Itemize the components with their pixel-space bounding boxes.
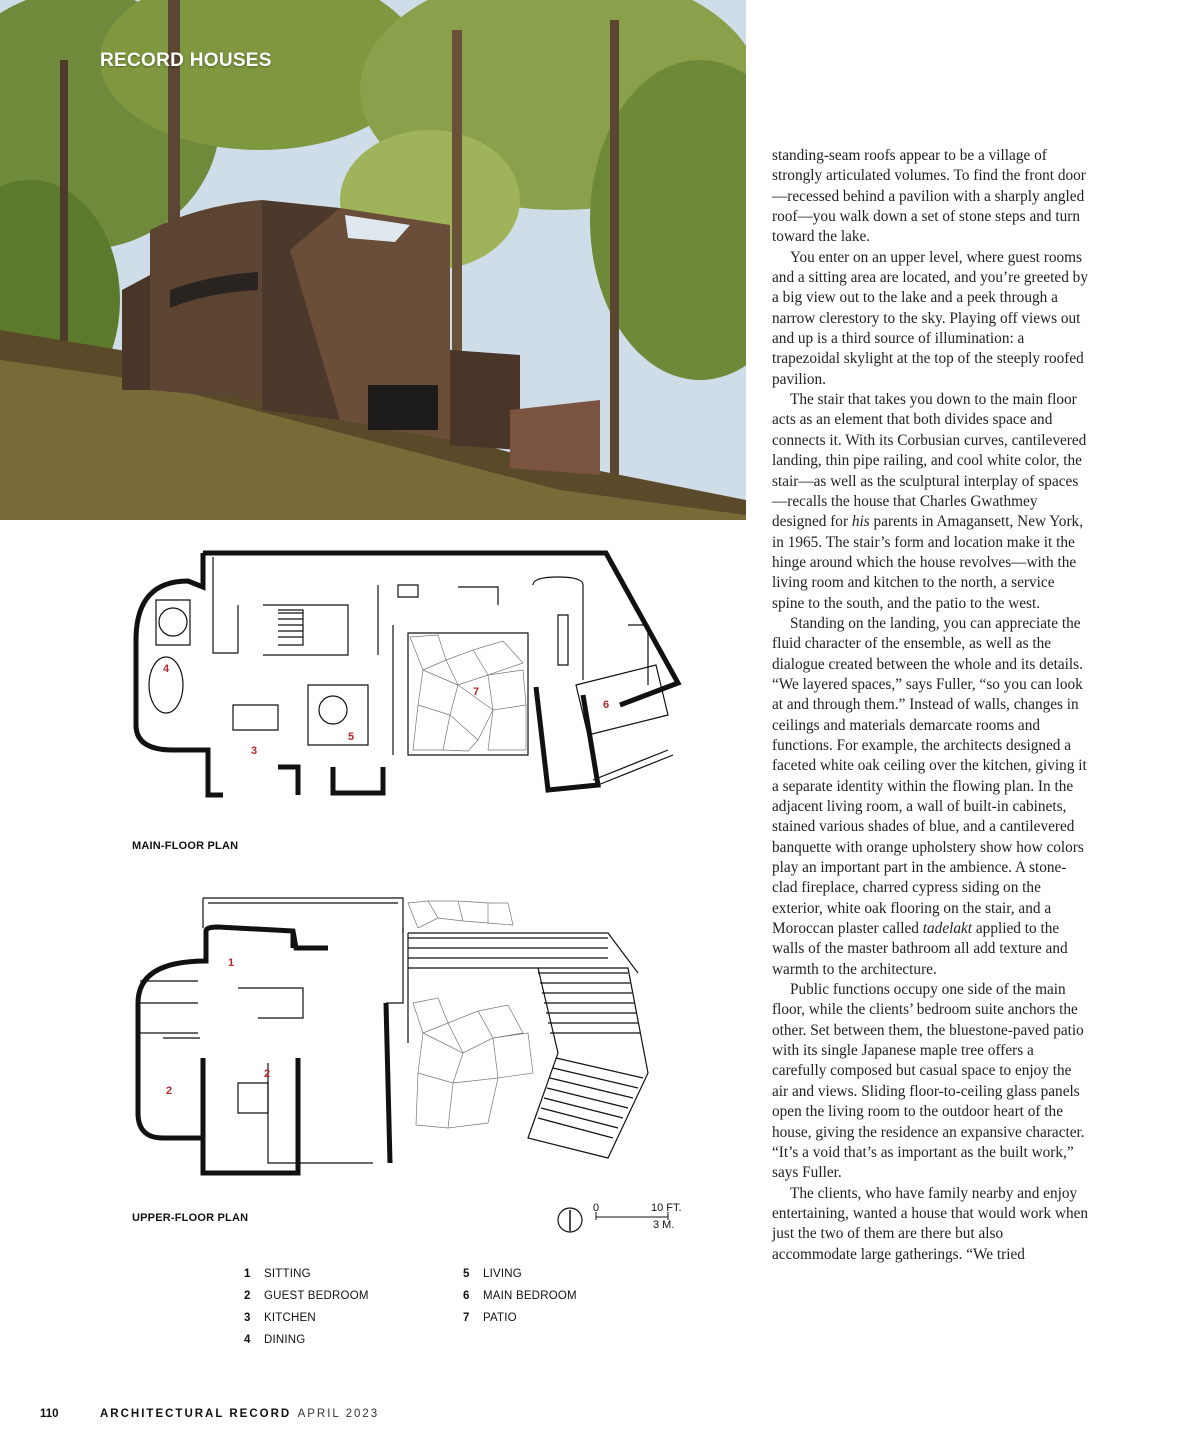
main-room-label: 5	[348, 731, 355, 743]
house-photo	[0, 0, 746, 520]
paragraph: Standing on the landing, you can appreciate the fluid character of the ensemble, as well as the dialogue created between the whole and its details. “We layered spaces,” says Fuller, “so you can look at and through them.” Instead of walls, changes in ceilings and materials demarcate rooms and functions. For example, the architects designed a faceted white oak ceiling over the kitchen, giving it a separate identity within the flowing plan. In the adjacent living room, a wall of built-in cabinets, stained various shades of blue, and a cantilevered banquette with orange upholstery show how colors play an important part in the ambience. A stone-clad fireplace, charred cypress siding on the exterior, white oak flooring on the stair, and a Moroccan plaster called tadelakt applied to the walls of the master bathroom all add texture and warmth to the architecture.	[772, 614, 1087, 978]
upper-floor-plan	[128, 893, 688, 1183]
main-room-label: 6	[603, 699, 610, 711]
main-floor-plan	[128, 545, 688, 805]
footer-credit: ARCHITECTURAL RECORD APRIL 2023	[100, 1408, 380, 1420]
article-body	[772, 146, 1090, 1265]
main-room-label: 3	[251, 745, 258, 757]
paragraph: The clients, who have family nearby and enjoy entertaining, wanted a house that would work when just the two of them are there but also accommodate large gatherings. “We tried	[772, 1184, 1089, 1263]
upper-room-label: 2	[166, 1085, 173, 1097]
main-floor-plan-title: MAIN-FLOOR PLAN	[132, 840, 239, 852]
upper-room-label: 1	[228, 957, 235, 969]
legend-item: 5 LIVING	[463, 1268, 522, 1280]
legend-item: 4 DINING	[244, 1334, 306, 1346]
page-number: 110	[40, 1408, 59, 1420]
legend-item: 7 PATIO	[463, 1312, 517, 1324]
paragraph: The stair that takes you down to the main floor acts as an element that both divides space and connects it. With its Corbusian curves, cantilevered landing, thin pipe railing, and cool white color, the stair—as well as the sculptural interplay of spaces—recalls the house that Charles Gwathmey designed for his parents in Amagansett, New York, in 1965. The stair’s form and location make it the hinge around which the house revolves—with the living room and kitchen to the north, a service spine to the south, and the patio to the west.	[772, 391, 1087, 612]
legend-item: 2 GUEST BEDROOM	[244, 1290, 369, 1302]
main-room-label: 7	[473, 686, 480, 698]
scale-feet: 10 FT.	[651, 1202, 682, 1214]
legend-item: 6 MAIN BEDROOM	[463, 1290, 577, 1302]
main-room-label: 4	[163, 663, 170, 675]
scale-meters: 3 M.	[653, 1219, 675, 1231]
legend-left	[244, 1263, 369, 1351]
legend-item: 1 SITTING	[244, 1268, 311, 1280]
paragraph: Public functions occupy one side of the main floor, while the clients’ bedroom suite anchors the other. Set between them, the bluestone-paved patio with its single Japanese maple tree offers a carefully composed but casual space to enjoy the air and views. Sliding floor-to-ceiling glass panels open the living room to the outdoor heart of the house, giving the residence an expansive character. “It’s a void that’s as important as the built work,” says Fuller.	[772, 981, 1085, 1182]
upper-room-label: 2	[264, 1068, 271, 1080]
upper-floor-plan-title: UPPER-FLOOR PLAN	[132, 1212, 249, 1224]
legend-right	[463, 1263, 577, 1329]
paragraph: standing-seam roofs appear to be a village of strongly articulated volumes. To find the front door—recessed behind a pavilion with a sharply angled roof—you walk down a set of stone steps and turn toward the lake.	[772, 147, 1086, 246]
photo-illustration	[0, 0, 746, 520]
scale-zero: 0	[593, 1202, 600, 1214]
section-label: RECORD HOUSES	[100, 50, 272, 71]
paragraph: You enter on an upper level, where guest rooms and a sitting area are located, and you’re greeted by a big view out to the lake and a peek through a narrow clerestory to the sky. Playing off views out and up is a third source of illumination: a trapezoidal skylight at the top of the steeply roofed pavilion.	[772, 248, 1088, 388]
legend-item: 3 KITCHEN	[244, 1312, 316, 1324]
